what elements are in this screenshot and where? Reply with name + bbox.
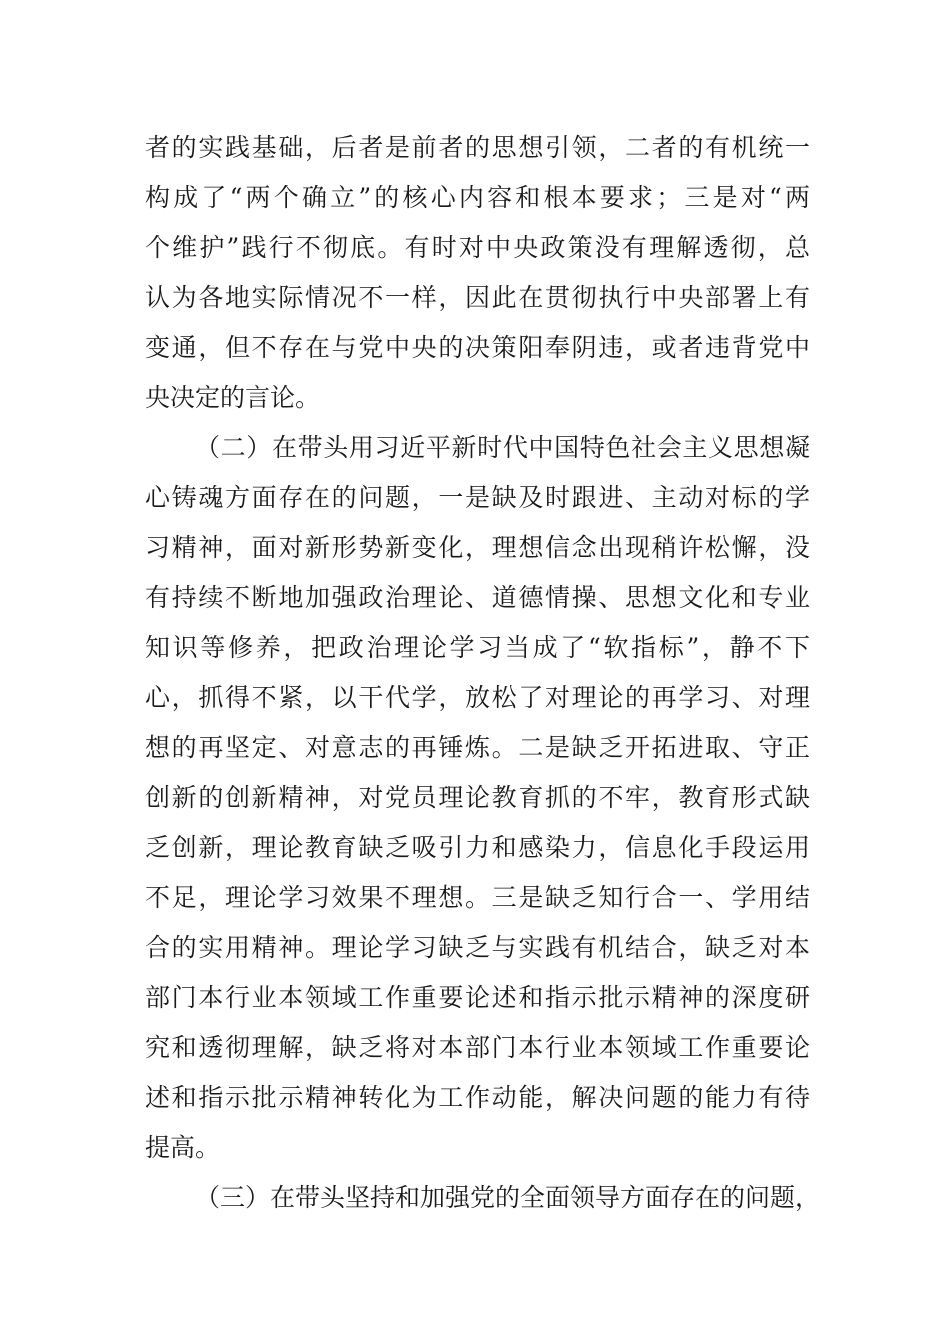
paragraph <box>145 1173 821 1223</box>
text-line: 者的实践基础，后者是前者的思想引领，二者的有机统一 <box>145 133 810 162</box>
text-line-indented: （二）在带头用习近平新时代中国特色社会主义思想凝 <box>195 433 810 462</box>
text-line: 不足，理论学习效果不理想。三是缺乏知行合一、学用结 <box>145 883 810 912</box>
text-line: 习精神，面对新形势新变化，理想信念出现稍许松懈，没 <box>145 533 810 562</box>
text-line: 构成了“两个确立”的核心内容和根本要求；三是对“两 <box>145 183 810 212</box>
text-line: 心铸魂方面存在的问题，一是缺及时跟进、主动对标的学 <box>145 483 810 512</box>
text-line: 想的再坚定、对意志的再锤炼。二是缺乏开拓进取、守正 <box>145 733 810 762</box>
paragraph <box>145 123 810 423</box>
paragraph <box>145 423 810 1173</box>
text-line: 知识等修养，把政治理论学习当成了“软指标”，静不下 <box>145 633 810 662</box>
text-line: 部门本行业本领域工作重要论述和指示批示精神的深度研 <box>145 983 810 1012</box>
text-line: 述和指示批示精神转化为工作动能，解决问题的能力有待 <box>145 1083 810 1112</box>
text-line: 合的实用精神。理论学习缺乏与实践有机结合，缺乏对本 <box>145 933 810 962</box>
text-line: 变通，但不存在与党中央的决策阳奉阴违，或者违背党中 <box>145 333 810 362</box>
text-line: 个维护”践行不彻底。有时对中央政策没有理解透彻，总 <box>145 233 810 262</box>
text-line: 乏创新，理论教育缺乏吸引力和感染力，信息化手段运用 <box>145 833 810 862</box>
text-line: 究和透彻理解，缺乏将对本部门本行业本领域工作重要论 <box>145 1033 810 1062</box>
text-line: 认为各地实际情况不一样，因此在贯彻执行中央部署上有 <box>145 283 810 312</box>
text-line: 创新的创新精神，对党员理论教育抓的不牢，教育形式缺 <box>145 783 810 812</box>
text-line: 提高。 <box>145 1133 221 1162</box>
text-line-indented: （三）在带头坚持和加强党的全面领导方面存在的问题， <box>195 1183 821 1212</box>
text-line: 央决定的言论。 <box>145 383 321 412</box>
text-line: 有持续不断地加强政治理论、道德情操、思想文化和专业 <box>145 583 810 612</box>
text-line: 心，抓得不紧，以干代学，放松了对理论的再学习、对理 <box>145 683 810 712</box>
document-body <box>145 123 821 1223</box>
